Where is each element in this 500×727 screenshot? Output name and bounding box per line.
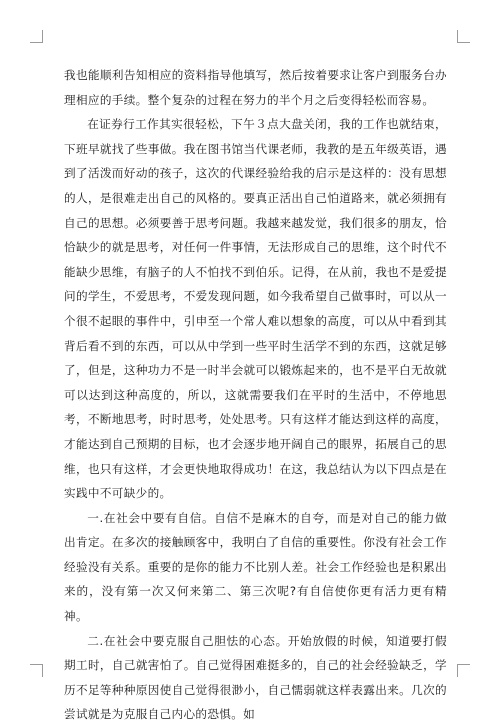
document-body [64, 63, 447, 727]
paragraph-point-one-confidence: 一.在社会中要有自信。自信不是麻木的自夸，而是对自己的能力做出肯定。在多次的接触顾客中，我明白了自信的重要性。你没有社会工作经验没有关系。重要的是你的能力不比别人差。社会工作经验也是积累出来的，没有第一次又何来第二、第三次呢?有自信使你更有活力更有精神。 [64, 510, 447, 624]
paragraph-continuation: 我也能顺利告知相应的资料指导他填写，然后按着要求让客户到服务台办理相应的手续。整个复杂的过程在努力的半个月之后变得轻松而容易。 [64, 68, 447, 107]
crop-mark-top-left [30, 30, 43, 43]
crop-mark-bottom-left [30, 664, 43, 677]
paragraph-point-two-timidity: 二.在社会中要克服自己胆怯的心态。开始放假的时候，知道要打假期工时，自己就害怕了。自己觉得困难挺多的，自己的社会经验缺乏，学历不足等种种原因使自己觉得很渺小，自己懦弱就这样表露出来。几次的尝试就是为克服自己内心的恐惧。如 [64, 633, 447, 722]
crop-mark-bottom-right [457, 664, 470, 677]
crop-mark-top-right [457, 30, 470, 43]
paragraph-securities-work: 在证券行工作其实很轻松，下午３点大盘关闭，我的工作也就结束，下班早就找了些事做。我在图书馆当代课老师，我教的是五年级英语，遇到了活泼而好动的孩子，这次的代课经验给我的启示是这样的：没有思想的人，是很难走出自己的风格的。要真正活出自己怕道路来，就必须拥有自己的思想。必须要善于思考问题。我越来越发觉，我们很多的朋友，恰恰缺少的就是思考，对任何一件事情，无法形成自己的思维，这个时代不能缺少思维，有脑子的人不怕找不到伯乐。记得，在从前，我也不是爱提问的学生，不爱思考，不爱发现问题，如今我希望自己做事时，可以从一个很不起眼的事件中，引申至一个常人难以想象的高度，可以从中看到其背后看不到的东西，可以从中学到一些平时生活学不到的东西，这就足够了，但是，这种功力不是一时半会就可以锻炼起来的，也不是平白无故就可以达到这种高度的，所以，这就需要我们在平时的生活中，不停地思考，不断地思考，时时思考，处处思考。只有这样才能达到这样的高度，才能达到自己预期的目标，也才会逐步地开阔自己的眼界，拓展自己的思维，也只有这样，才会更快地取得成功！在这，我总结认为以下四点是在实践中不可缺少的。 [64, 117, 447, 501]
